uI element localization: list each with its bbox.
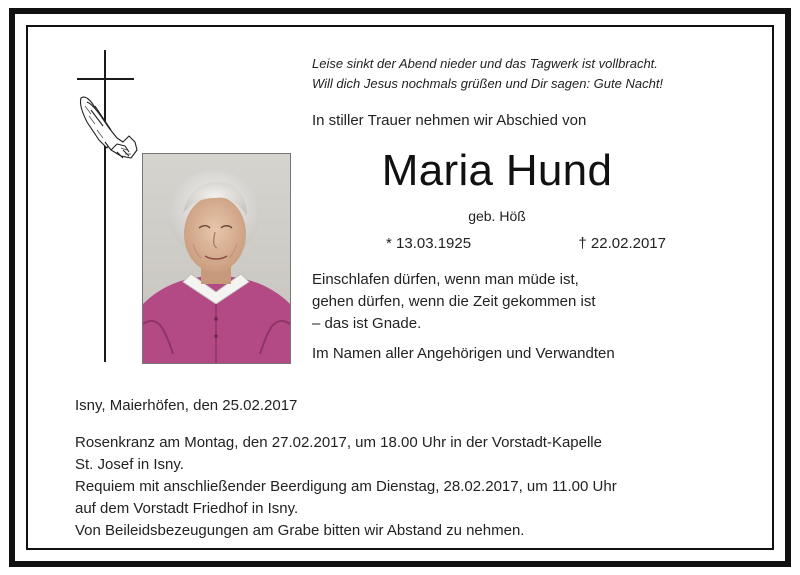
poem-line: gehen dürfen, wenn die Zeit gekommen ist bbox=[312, 293, 596, 310]
notice-outer-border bbox=[9, 8, 791, 567]
birth-name: geb. Höß bbox=[468, 208, 526, 224]
verse bbox=[312, 54, 663, 94]
funeral-line: Von Beileidsbezeugungen am Grabe bitten wir Abstand zu nehmen. bbox=[75, 522, 525, 539]
poem bbox=[312, 269, 596, 335]
portrait-photo bbox=[142, 153, 291, 364]
funeral-line: Requiem mit anschließender Beerdigung am Dienstag, 28.02.2017, um 11.00 Uhr bbox=[75, 478, 617, 495]
funeral-line: auf dem Vorstadt Friedhof in Isny. bbox=[75, 500, 299, 517]
poem-line: – das ist Gnade. bbox=[312, 315, 422, 332]
verse-line: Will dich Jesus nochmals grüßen und Dir sagen: Gute Nacht! bbox=[312, 76, 664, 91]
funeral-details bbox=[75, 432, 617, 542]
poem-line: Einschlafen dürfen, wenn man müde ist, bbox=[312, 271, 579, 288]
death-date: † 22.02.2017 bbox=[578, 235, 666, 252]
verse-line: Leise sinkt der Abend nieder und das Tagwerk ist vollbracht. bbox=[312, 56, 658, 71]
family-signature: Im Namen aller Angehörigen und Verwandten bbox=[312, 345, 615, 362]
funeral-line: St. Josef in Isny. bbox=[75, 456, 184, 473]
deceased-name: Maria Hund bbox=[381, 146, 613, 195]
place-date: Isny, Maierhöfen, den 25.02.2017 bbox=[75, 397, 298, 414]
praying-hands-icon bbox=[77, 92, 143, 162]
intro-text: In stiller Trauer nehmen wir Abschied von bbox=[312, 112, 587, 129]
cross-bar bbox=[77, 78, 134, 80]
funeral-line: Rosenkranz am Montag, den 27.02.2017, um 18.00 Uhr in der Vorstadt-Kapelle bbox=[75, 434, 602, 451]
birth-date: * 13.03.1925 bbox=[386, 235, 472, 252]
